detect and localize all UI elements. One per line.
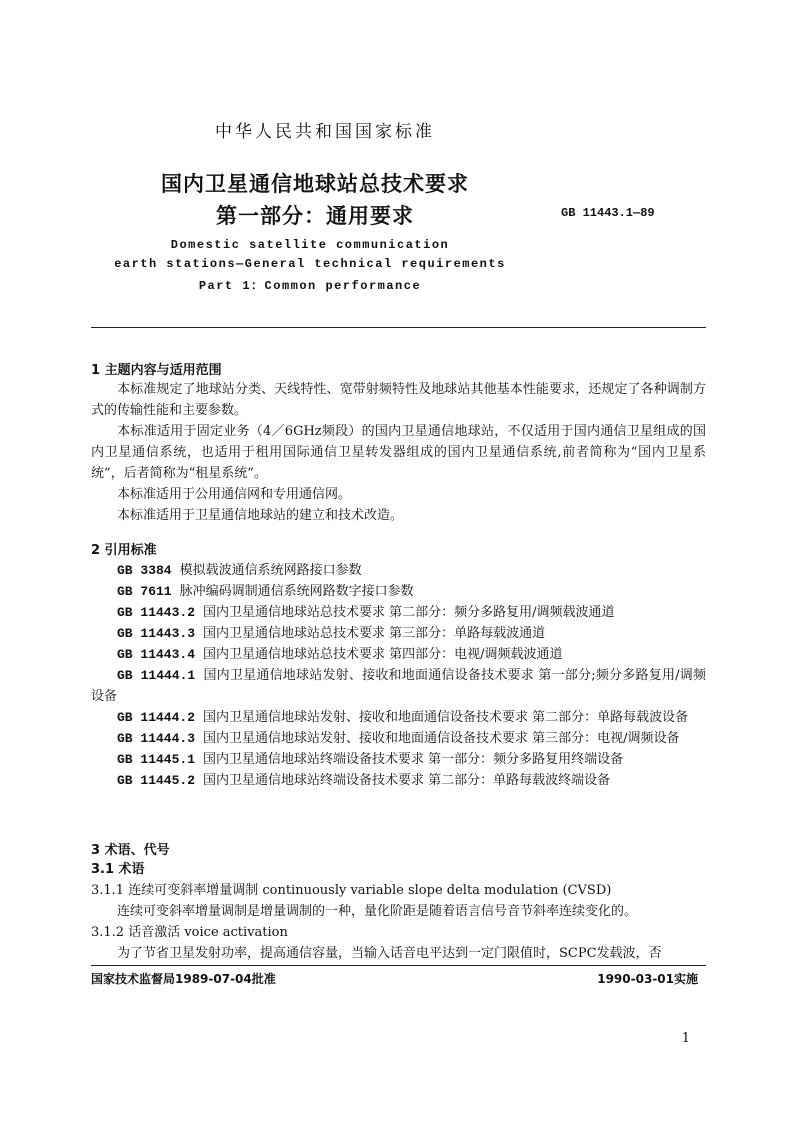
section-3-heading: 3 术语、代号 xyxy=(91,843,170,858)
paragraph-text: 本标准适用于卫星通信地球站的建立和技术改造。 xyxy=(117,508,404,523)
reference-title: 国内卫星通信地球站总技术要求 第二部分：频分多路复用/调频载波通道 xyxy=(203,605,615,620)
paragraph xyxy=(91,421,706,484)
reference-title: 国内卫星通信地球站总技术要求 第三部分：单路每载波通道 xyxy=(203,626,546,641)
term-definition-text: 连续可变斜率增量调制是增量调制的一种，量化阶距是随着语言信号音节斜率连续变化的。 xyxy=(117,904,638,919)
reference-title: 国内卫星通信地球站发射、接收和地面通信设备技术要求 第一部分;频分多路复用/调频设备 xyxy=(91,668,706,704)
reference-item xyxy=(91,728,706,749)
english-title-line-1: Domestic satellite communication xyxy=(170,238,450,252)
section-1-heading: 1 主题内容与适用范围 xyxy=(91,363,222,378)
reference-code: GB 3384 xyxy=(117,563,172,578)
term-heading: 3.1.1 连续可变斜率增量调制 continuously variable slope delta modulation (CVSD) xyxy=(91,883,612,898)
section-2-heading: 2 引用标准 xyxy=(91,543,157,558)
paragraph xyxy=(91,505,706,526)
top-divider xyxy=(91,327,706,328)
section-3-body xyxy=(91,859,706,964)
page-number: 1 xyxy=(681,1031,690,1046)
reference-code: GB 11443.2 xyxy=(117,605,196,620)
reference-title: 模拟载波通信系统网路接口参数 xyxy=(179,563,362,578)
paragraph-text: 本标准适用于公用通信网和专用通信网。 xyxy=(117,487,352,502)
reference-item xyxy=(91,749,706,770)
reference-code: GB 11444.3 xyxy=(117,731,196,746)
term-heading: 3.1.2 话音激活 voice activation xyxy=(91,925,288,940)
reference-code: GB 11443.4 xyxy=(117,647,196,662)
term-definition xyxy=(91,943,706,964)
reference-title: 国内卫星通信地球站发射、接收和地面通信设备技术要求 第三部分：电视/调频设备 xyxy=(203,731,680,746)
reference-code: GB 11443.3 xyxy=(117,626,196,641)
reference-code: GB 11444.2 xyxy=(117,710,196,725)
reference-item xyxy=(91,602,706,623)
reference-item xyxy=(91,644,706,665)
paragraph-text: 本标准适用于固定业务（4／6GHz频段）的国内卫星通信地球站，不仅适用于国内通信卫星组成的国内卫星通信系统，也适用于租用国际通信卫星转发器组成的国内卫星通信系统,前者简称为“国内卫星系统”，后者简称为“租星系统”。 xyxy=(91,424,706,481)
term-definition xyxy=(91,901,706,922)
reference-item xyxy=(91,560,706,581)
reference-item xyxy=(91,581,706,602)
english-title-line-2: earth stations—General technical requirements xyxy=(114,257,506,271)
standard-header: 中华人民共和国国家标准 xyxy=(215,122,435,142)
approval-date: 国家技术监督局1989-07-04批准 xyxy=(91,972,276,986)
reference-code: GB 11445.1 xyxy=(117,752,196,767)
reference-code: GB 11445.2 xyxy=(117,773,196,788)
reference-item xyxy=(91,623,706,644)
title-line-2: 第一部分：通用要求 xyxy=(216,204,414,228)
reference-title: 国内卫星通信地球站终端设备技术要求 第一部分：频分多路复用终端设备 xyxy=(203,752,624,767)
reference-title: 脉冲编码调制通信系统网路数字接口参数 xyxy=(179,584,414,599)
subsection-heading: 3.1 术语 xyxy=(91,862,145,877)
section-1-body xyxy=(91,379,706,526)
reference-code: GB 7611 xyxy=(117,584,172,599)
footer-divider xyxy=(91,965,706,966)
reference-title: 国内卫星通信地球站总技术要求 第四部分：电视/调频载波通道 xyxy=(203,647,563,662)
term-definition-text: 为了节省卫星发射功率，提高通信容量，当输入话音电平达到一定门限值时，SCPC发载波，否 xyxy=(117,946,662,961)
title-line-1: 国内卫星通信地球站总技术要求 xyxy=(161,172,469,196)
reference-code: GB 11444.1 xyxy=(117,668,196,683)
paragraph-text: 本标准规定了地球站分类、天线特性、宽带射频特性及地球站其他基本性能要求，还规定了各种调制方式的传输性能和主要参数。 xyxy=(91,382,706,418)
effective-date: 1990-03-01实施 xyxy=(597,972,698,986)
reference-title: 国内卫星通信地球站终端设备技术要求 第二部分：单路每载波终端设备 xyxy=(203,773,611,788)
standard-code: GB 11443.1—89 xyxy=(561,206,655,220)
references-list xyxy=(91,560,706,791)
reference-item xyxy=(91,770,706,791)
english-title-line-3: Part 1：Common performance xyxy=(198,279,422,293)
paragraph xyxy=(91,379,706,421)
reference-item xyxy=(91,707,706,728)
paragraph xyxy=(91,484,706,505)
reference-item xyxy=(91,665,706,707)
reference-title: 国内卫星通信地球站发射、接收和地面通信设备技术要求 第二部分：单路每载波设备 xyxy=(203,710,689,725)
